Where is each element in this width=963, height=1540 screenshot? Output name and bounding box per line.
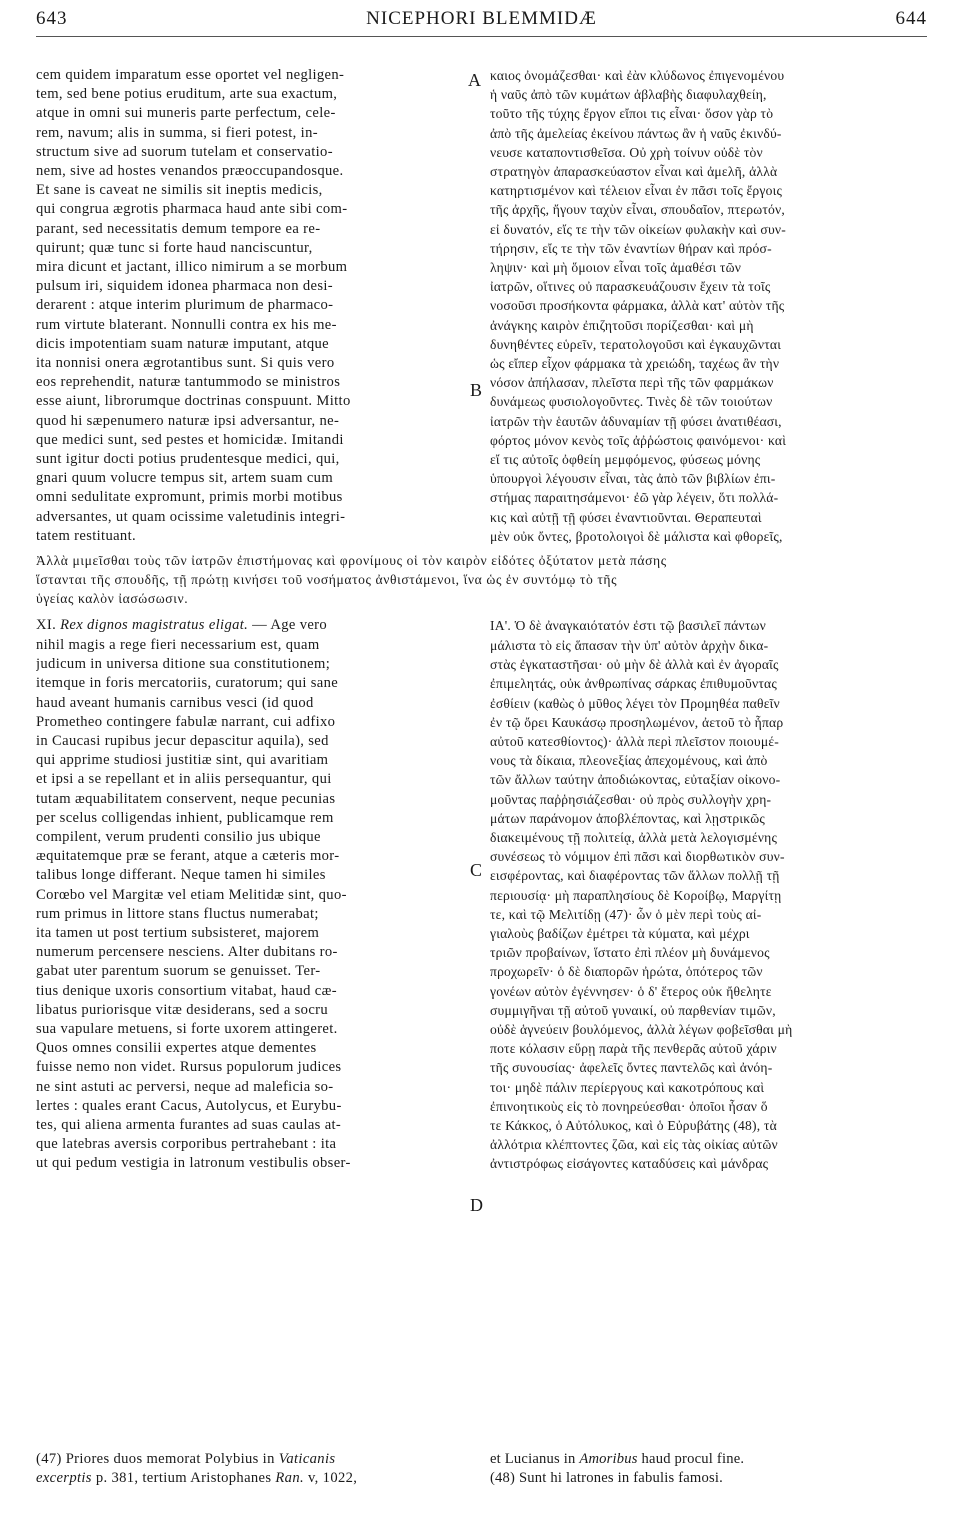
header-rule [36, 36, 927, 37]
latin-text-line: ut qui pedum vestigia in latronum vestibulis obser- [36, 1155, 351, 1172]
footnote-text: (47) Priores duos memorat Polybius in [36, 1451, 279, 1467]
greek-text-line: τε, καὶ τῷ Μελιτίδῃ (47)· ὧν ὁ μὲν περὶ τοὺς αἰ- [490, 906, 762, 922]
latin-text-line: tem, sed bene potius eruditum, arte sua exactum, [36, 86, 338, 103]
running-title: NICEPHORI BLEMMIDÆ [366, 8, 597, 29]
latin-text-line: talibus longe differant. Neque tamen hi similes [36, 867, 326, 884]
section-number: XI. [36, 617, 57, 633]
greek-text-line: τῆς ἀρχῆς, ἤγουν ταχὺν εἶναι, σπουδαῖον, πτερωτόν, [490, 202, 785, 218]
latin-text-line: dicis impotentiam suam naturæ imputant, atque [36, 335, 329, 352]
greek-column-bottom [490, 636, 930, 1174]
greek-text-line: γιαλοὺς βαδίζων ἐμέτρει τὰ κύματα, καὶ μέχρι [490, 926, 750, 942]
greek-column-top [490, 66, 930, 546]
latin-text-line: Quos omnes consilii expertes atque dementes [36, 1040, 317, 1057]
greek-text-line: τῶν ἄλλων ταύτην ἀποδιώκοντας, εὐταξίαν οἰκονο- [490, 772, 781, 788]
section-first-words: Age vero [270, 617, 328, 633]
latin-text-line: esse aiunt, librorumque doctrinas conspuunt. Mitto [36, 393, 351, 410]
latin-text-line: mira dicunt et jactant, illico nimirum a se morbum [36, 259, 348, 276]
section-heading-latin [36, 616, 466, 635]
greek-text-line: ληψιν· καὶ μὴ ὅμοιον εἶναι τοῖς ἀμαθέσι τῶν [490, 260, 742, 276]
footnote-text: et Lucianus in [490, 1451, 580, 1467]
greek-text-line: οὐδὲ ἁγνεύειν βουλόμενος, ἀλλὰ λέγων φοβεῖσθαι μὴ [490, 1022, 793, 1038]
latin-text-line: que medici sunt, sed pestes et homicidæ. Imitandi [36, 431, 344, 448]
latin-text-line: et ipsi a se repellant et in aliis persequantur, qui [36, 771, 332, 788]
greek-text-line: μὲν οὐκ ὄντες, βροτολοιγοὶ δὲ μάλιστα καὶ φθορεῖς, [490, 528, 783, 544]
latin-text-line: gnari quum volucre tempus sit, artem suam cum [36, 470, 334, 487]
latin-text-line: numerum percensere nesciens. Alter dubitans ro- [36, 944, 338, 961]
latin-text-line: nem, sive ad hostes venandos præoccupandosque. [36, 163, 344, 180]
greek-text-line: ἀλλότρια κλέπτοντες ζῶα, καὶ εἰς τὰς οἰκίας αὐτῶν [490, 1137, 778, 1153]
greek-text-line: καιος ὀνομάζεσθαι· καὶ ἐὰν κλύδωνος ἐπιγενομένου [490, 68, 785, 83]
latin-text-line: libatus puriorisque vitæ desiderans, sed a socru [36, 1001, 329, 1018]
greek-text-line: ἰατρῶν τὴν ἑαυτῶν ἀδυναμίαν τῇ φύσει ἀνατιθέασι, [490, 413, 782, 429]
greek-text-line: συνέσεως τὸ νόμιμον ἐπὶ πᾶσι καὶ διορθωτικὸν συν- [490, 849, 785, 865]
latin-text-line: fuisse nemo non videt. Rursus populorum judices [36, 1059, 342, 1076]
latin-text-line: eos reprehendit, naturæ tantummodo se ministros [36, 374, 341, 391]
latin-text-line: quod hi sæpenumero naturæ ipsi adversantur, ne- [36, 412, 340, 429]
latin-text-line: rum virtute blaterant. Nonnulli contra ex his me- [36, 316, 337, 333]
latin-text-line: parant, sed necessitatis demum tempore ea re- [36, 220, 321, 237]
footnote-48: (48) Sunt hi latrones in fabulis famosi. [490, 1470, 723, 1486]
latin-text-line: ita tamen ut post tertium subsisteret, majorem [36, 925, 320, 942]
latin-text-line: structum sive ad suorum tutelam et conservatio- [36, 143, 333, 160]
latin-column-bottom [36, 636, 466, 1174]
greek-text-line: περιουσίᾳ· μὴ παραπλησίους δὲ Κοροίβῳ, Μαργίτῃ [490, 887, 782, 903]
greek-text-line: τοῦτο τῆς τύχης ἔργον εἴποι τις εἶναι· ὅσον γὰρ τὸ [490, 106, 774, 122]
greek-section-first-words: Ὁ δὲ ἀναγκαιότατόν ἐστι τῷ βασιλεῖ πάντων [514, 618, 766, 633]
footnote-italic: Ran. [275, 1470, 304, 1486]
latin-text-line: sua vapulare metuens, si forte uxorem attingeret. [36, 1021, 338, 1038]
latin-text-line: nihil magis a rege fieri necessarium est, quam [36, 637, 320, 653]
footnote-47-left [36, 1450, 466, 1488]
footnote-italic: Amoribus [579, 1451, 638, 1467]
greek-text-line: κις καὶ αὐτῇ τῇ φύσει ἐναντιοῦνται. Θεραπευταὶ [490, 509, 762, 525]
greek-text-line: ἀντιστρόφως εἰσάγοντες καταδύσεις καὶ μάνδρας [490, 1156, 769, 1172]
latin-text-line: judicum in universa ditione sua constitutionem; [36, 656, 331, 673]
page-number-left: 643 [36, 8, 68, 29]
running-header [36, 8, 927, 38]
greek-text-line: ὑπουργοὶ λέγουσιν εἶναι, τὰς ἀπὸ τῶν βιβλίων ἐπι- [490, 471, 776, 487]
section-heading-greek [490, 616, 930, 635]
latin-text-line: per scelus colligendas inhient, publicamque rem [36, 809, 334, 826]
latin-text-line: ita nonnisi onera ægrotantibus sunt. Si quis vero [36, 355, 335, 372]
latin-text-line: tes, qui aliena armenta furantes ad suas caulas at- [36, 1117, 342, 1134]
latin-text-line: adversantes, ut quam ocissime valetudinis integri- [36, 508, 346, 525]
greek-text-line: ποτε κόλασιν εὕρῃ παρὰ τῆς πενθερᾶς αὐτοῦ χάριν [490, 1041, 777, 1057]
page-number-right: 644 [895, 8, 927, 29]
latin-text-line: cem quidem imparatum esse oportet vel negligen- [36, 67, 345, 83]
greek-text-line: στήμας παραιτησάμενοι· ἐῶ γὰρ λέγειν, ὅτι πολλά- [490, 490, 779, 506]
greek-text-line: νοσοῦσι προσήκοντα φάρμακα, ἀλλὰ κατ' αὐτὸν τῆς [490, 298, 785, 314]
greek-text-line: ἐπινοητικοὺς εἰς τὸ πονηρεύεσθαι· ὁποῖοι ἦσαν ὅ [490, 1098, 768, 1114]
latin-text-line: Et sane is caveat ne similis sit ineptis medicis, [36, 182, 323, 199]
greek-text-line: στὰς ἐγκαταστῆσαι· οὐ μὴν δὲ ἀλλὰ καὶ ἐν ἀγοραῖς [490, 657, 779, 673]
greek-text-line: ἐσθίειν (καθὼς ὁ μῦθος λέγει τὸν Προμηθέα παθεῖν [490, 695, 780, 711]
greek-text-line: διακειμένους τῇ πολιτείᾳ, ἀλλὰ μετὰ λελογισμένης [490, 830, 778, 846]
greek-text-line: ὑγείας καλὸν ἰασώσωσιν. [36, 591, 189, 607]
margin-marker-b: B [470, 380, 483, 400]
latin-text-line: atque in omni sui muneris parte perfectum, cele- [36, 105, 336, 122]
latin-text-line: gabat uter parentum suorum se genuisset. Ter- [36, 963, 321, 980]
greek-text-line: τε Κάκκος, ὁ Αὐτόλυκος, καὶ ὁ Εὐρυβάτης (48), τὰ [490, 1118, 777, 1134]
latin-text-line: ne sint astuti ac perversi, neque ad maleficia so- [36, 1078, 334, 1095]
greek-text-line: γονέων αὐτὸν ἐγέννησεν· ὁ δ' ἕτερος οὐκ ἤθελητε [490, 983, 772, 999]
greek-text-line: τριῶν προβαίνων, ἵστατο ἐπὶ πλέον μὴ δυνάμενος [490, 945, 770, 961]
greek-text-line: κατηρτισμένον καὶ τέλειον εἶναι ἐν πᾶσι τοῖς ἔργοις [490, 183, 783, 199]
greek-text-line: προχωρεῖν· ὁ δὲ διαπορῶν ἠρώτα, ὁπότερος τῶν [490, 964, 763, 980]
greek-text-line: τῆς συνουσίας· ἀφελεῖς ὄντες παντελῶς καὶ ἀνόη- [490, 1060, 773, 1076]
greek-text-line: εισφέροντας, καὶ διαφέροντας τῶν ἄλλων πολλῇ τῇ [490, 868, 780, 884]
latin-text-line: tutam æquabilitatem conservent, neque pecunias [36, 790, 336, 807]
footnote-italic: excerptis [36, 1470, 92, 1486]
greek-text-line: ἀνάγκης καιρὸν ἐπιζητοῦσι πορίζεσθαι· καὶ μὴ [490, 317, 754, 333]
margin-marker-d: D [470, 1195, 483, 1215]
greek-section-number: ΙΑ'. [490, 618, 511, 633]
latin-text-line: sunt igitur docti potius prudentesque medici, qui, [36, 451, 340, 468]
latin-text-line: rum primus in littore stans fluctus numerabat; [36, 905, 319, 922]
greek-text-line: ἡ ναῦς ἀπὸ τῶν κυμάτων ἀβλαβὴς διαφυλαχθείη, [490, 87, 767, 103]
greek-text-line: εἴ τις αὐτοῖς ὀφθείη μεμφόμενος, φύσεως μόνης [490, 452, 761, 468]
greek-text-line: ἐν τῷ ὄρει Καυκάσῳ προσηλωμένον, ἀετοῦ τὸ ἧπαρ [490, 714, 784, 730]
latin-text-line: derarent : atque interim plurimum de pharmaco- [36, 297, 334, 314]
greek-text-line: μάτων παράνομον ἀποβλέποντας, καὶ λῃστρικῶς [490, 810, 766, 826]
greek-text-line: αὐτοῦ κατεσθίοντος)· ἀλλὰ περὶ πλεῖστον ποιουμέ- [490, 734, 779, 750]
latin-text-line: compilent, verum prudenti consilio jus ubique [36, 829, 321, 846]
greek-text-line: νους τὰ δίκαια, πλεονεξίας ἀπεχομένους, καὶ ἀπὸ [490, 753, 768, 769]
greek-text-line: ἀπὸ τῆς ἀμελείας ἐκείνου πάντως ἂν ἡ ναῦς ἐκινδύ- [490, 125, 782, 141]
greek-text-line: εἰ δυνατόν, εἴς τε τὴν τῶν οἰκείων φυλακὴν καὶ συν- [490, 221, 786, 237]
greek-full-width-paragraph [36, 551, 931, 609]
greek-text-line: τήρησιν, εἴς τε τὴν τῶν ἐναντίων θήραν καὶ πρόσ- [490, 240, 772, 256]
greek-text-line: συμμιγῆναι τῇ αὐτοῦ γυναικί, οὐ παρθενίαν τιμῶν, [490, 1002, 776, 1018]
greek-text-line: στρατηγὸν ἀπαρασκεύαστον εἶναι καὶ ἀμελῆ, ἀλλὰ [490, 164, 778, 180]
latin-text-line: rem, navum; alis in summa, si fieri potest, in- [36, 124, 318, 141]
greek-text-line: νευσε καταποντισθεῖσα. Οὐ χρὴ τοίνυν οὐδὲ τὸν [490, 144, 763, 160]
footnote-italic: Vaticanis [278, 1451, 336, 1467]
latin-text-line: qui congrua ægrotis pharmaca haud ante sibi com- [36, 201, 348, 218]
latin-text-line: que latebras aversis corporibus pertrahebant : ita [36, 1136, 337, 1153]
margin-marker-a: A [468, 70, 481, 90]
latin-text-line: tatem restituant. [36, 527, 136, 544]
section-title: Rex dignos magistratus eligat. [60, 617, 249, 633]
greek-text-line: δυνάμεως φυσιολογοῦντες. Τινὲς δὲ τῶν τοιούτων [490, 394, 773, 410]
footnote-text: p. 381, tertium Aristophanes [91, 1470, 276, 1486]
greek-text-line: ἐπιμελητάς, οὐκ ἀνθρωπίνας σάρκας ἐπιθυμοῦντας [490, 676, 777, 692]
latin-text-line: Corœbo vel Margitæ vel etiam Melitidæ sint, quo- [36, 886, 347, 903]
latin-text-line: lertes : quales erant Cacus, Autolycus, et Eurybu- [36, 1097, 342, 1114]
latin-text-line: haud aveant humanis carnibus vesci (id quod [36, 694, 314, 711]
latin-text-line: quirunt; quæ tunc si forte haud nanciscuntur, [36, 239, 313, 256]
greek-text-line: φόρτος μόνον κενὸς τοῖς ἀῤῥώστοις φαινόμενοι· καὶ [490, 432, 787, 448]
latin-text-line: itemque in foris mercatoriis, curatorum; qui sane [36, 675, 339, 692]
footnote-text: haud procul fine. [637, 1451, 745, 1467]
latin-text-line: in Caucasi rupibus jecur depascitur aquila), sed [36, 733, 329, 750]
latin-text-line: pulsum iri, siquidem idonea pharmaca non desi- [36, 278, 333, 295]
footnote-text: v, 1022, [303, 1470, 358, 1486]
greek-text-line: ἵστανται τῆς σπουδῆς, τῇ πρώτῃ κινήσει τοῦ νοσήματος ἀνθιστάμενοι, ἵνα ὡς ἐν συντόμῳ τὸ τῆς [36, 572, 618, 588]
latin-column-top [36, 66, 466, 546]
latin-text-line: omni sedulitate expromunt, primis morbi motibus [36, 489, 343, 506]
margin-marker-c: C [470, 860, 483, 880]
greek-text-line: μάλιστα τὸ εἰς ἅπασαν τὴν ὑπ' αὐτὸν ἀρχὴν δικα- [490, 638, 769, 653]
latin-text-line: æquitatemque præ se ferant, atque a cæteris mor- [36, 848, 340, 865]
greek-text-line: νόσον ἀπήλασαν, πλεῖστα περὶ τῆς τῶν φαρμάκων [490, 375, 774, 391]
greek-text-line: ὡς εἴπερ εἶχον φάρμακα τὰ χρειώδη, ταχέως ἂν τὴν [490, 356, 780, 372]
latin-text-line: Prometheo contingere fabulæ narrant, cui adfixo [36, 713, 336, 730]
footnotes-right [490, 1450, 930, 1488]
greek-text-line: ἰατρῶν, οἵτινες οὐ παρασκευάζουσιν ἔχειν τὰ τοῖς [490, 279, 771, 295]
greek-text-line: μοῦντας παῤῥησιάζεσθαι· οὐ πρὸς συλλογὴν χρη- [490, 791, 772, 807]
greek-text-line: Ἀλλὰ μιμεῖσθαι τοὺς τῶν ἰατρῶν ἐπιστήμονας καὶ φρονίμους οἱ τὸν καιρὸν εἰδότες ὀξύτατον μετὰ πάσης [36, 553, 667, 568]
section-dash: — [252, 617, 268, 633]
latin-text-line: tius denique uxoris consortium vitabat, haud cæ- [36, 982, 337, 999]
latin-text-line: qui apprime studiosi justitiæ sint, qui avaritiam [36, 752, 329, 769]
greek-text-line: δυνηθέντες εὑρεῖν, τερατολογοῦσι καὶ ἐγκαυχῶνται [490, 336, 782, 352]
greek-text-line: τοι· μηδὲ πάλιν περίεργους καὶ κακοτρόπους καὶ [490, 1079, 765, 1095]
